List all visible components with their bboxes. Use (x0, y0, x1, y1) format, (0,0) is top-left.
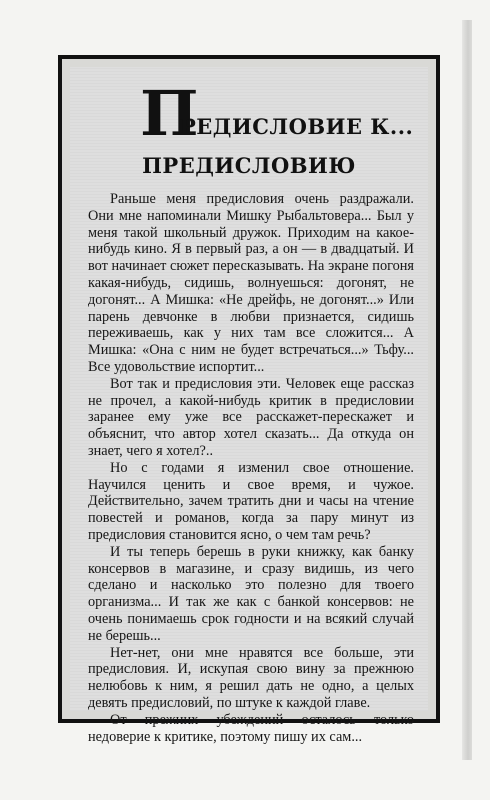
chapter-heading (70, 77, 428, 178)
frame-inner (70, 67, 428, 745)
paragraph: От прежних убеждений осталось только недоверие к критике, поэтому пишу их сам... (88, 711, 414, 745)
heading-line-1-text: РЕДИСЛОВИЕ К... (180, 114, 414, 139)
paragraph: Вот так и предисловия эти. Человек еще рассказ не прочел, а какой-нибудь критик в предисловии заранее ему уже все расскажет-перескажет и объяснит, что автор хотел сказать... Да откуда он знает, чего я хотел?.. (88, 375, 414, 459)
drop-cap: П (140, 77, 200, 150)
heading-line-1 (70, 77, 428, 150)
paragraph: Раньше меня предисловия очень раздражали. Они мне напоминали Мишку Рыбальтовера... Был у меня такой школьный дружок. Приходим на какое-нибудь кино. Я в первый раз, а он — в двадцатый. И вот начинает сюжет пересказывать. На экране погоня какая-нибудь, сидишь, волнуешься: догонят, не догонят... А Мишка: «Не дрейфь, не догонят...» Или парень девчонке в любви признается, сидишь переживаешь, как у них там все сложится... А Мишка: «Она с ним не будет встречаться...» Тьфу... Все удовольствие испортит... (88, 191, 414, 375)
body-text (88, 191, 414, 745)
paragraph: Нет-нет, они мне нравятся все больше, эти предисловия. И, искупая свою вину за прежнюю нелюбовь к ним, я решил дать не одно, а целых девять предисловий, по штуке к каждой главе. (88, 644, 414, 711)
paragraph: Но с годами я изменил свое отношение. Научился ценить и свое время, и чужое. Действительно, зачем тратить дни и часы на чтение повестей и романов, когда за пару минут из предисловия становится ясно, о чем там речь? (88, 459, 414, 543)
heading-line-2: ПРЕДИСЛОВИЮ (142, 153, 356, 178)
page-edge (462, 20, 472, 760)
text-frame (58, 55, 440, 745)
paragraph: И ты теперь берешь в руки книжку, как банку консервов в магазине, и сразу видишь, из чего сделано и насколько это полезно для твоего организма... И так же как с банкой консервов: не очень понимаешь срок годности и на всякий случай не берешь... (88, 543, 414, 644)
